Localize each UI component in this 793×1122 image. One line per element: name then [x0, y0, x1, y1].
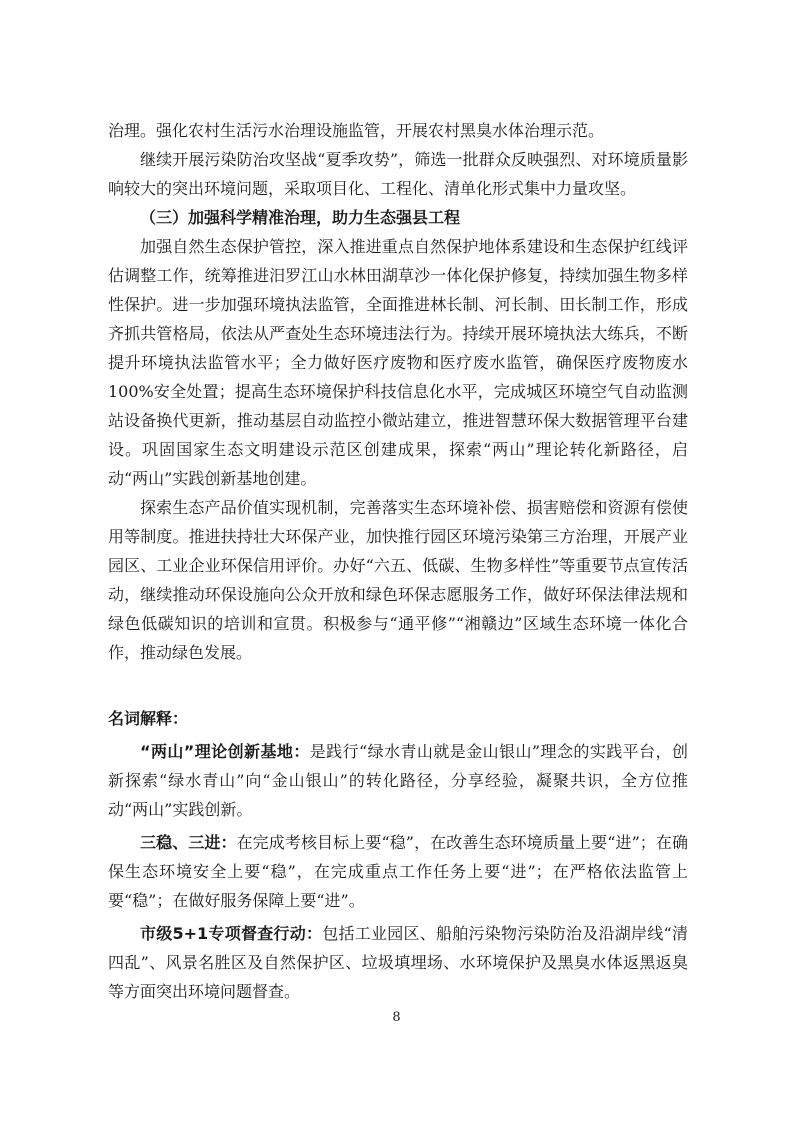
- glossary-item: [108, 919, 688, 1006]
- glossary-title: 名词解释：: [108, 709, 189, 728]
- glossary-term: 市级5+1专项督查行动：: [140, 924, 323, 943]
- paragraph-continuation: 治理。强化农村生活污水治理设施监管，开展农村黑臭水体治理示范。: [108, 121, 605, 140]
- glossary-item: [108, 828, 688, 915]
- page-number: 8: [392, 1010, 401, 1025]
- glossary-item: [108, 737, 688, 824]
- paragraph-ecological-protection: 加强自然生态保护管控，深入推进重点自然保护地体系建设和生态保护红线评估调整工作，统筹推进汨罗江山水林田湖草沙一体化保护修复，持续加强生物多样性保护。进一步加强环境执法监管，全面推进林长制、河长制、田长制工作，形成齐抓共管格局，依法从严查处生态环境违法行为。持续开展环境执法大练兵，不断提升环境执法监管水平；全力做好医疗废物和医疗废水监管，确保医疗废物废水100%安全处置；提高生态环境保护科技信息化水平，完成城区环境空气自动监测站设备换代更新，推动基层自动监控小微站建立，推进智慧环保大数据管理平台建设。巩固国家生态文明建设示范区创建成果，探索“两山”理论转化新路径，启动“两山”实践创新基地创建。: [108, 237, 688, 488]
- section-heading: （三）加强科学精准治理，助力生态强县工程: [140, 208, 461, 227]
- paragraph-summer-campaign: 继续开展污染防治攻坚战“夏季攻势”，筛选一批群众反映强烈、对环境质量影响较大的突出环境问题，采取项目化、工程化、清单化形式集中力量攻坚。: [108, 150, 688, 198]
- glossary-term: 三稳、三进：: [140, 833, 237, 852]
- spacer: [108, 667, 688, 696]
- glossary-definition: 包括工业园区、船舶污染物污染防治及沿湖岸线“清四乱”、风景名胜区及自然保护区、垃圾填埋场、水环境保护及黑臭水体返黑返臭等方面突出环境问题督查。: [108, 924, 688, 1001]
- glossary-definition: 是践行“绿水青山就是金山银山”理念的实践平台，创新探索“绿水青山”向“金山银山”的转化路径，分享经验，凝聚共识，全方位推动“两山”实践创新。: [108, 742, 688, 819]
- glossary-term: “两山”理论创新基地：: [140, 742, 310, 761]
- glossary-definition: 在完成考核目标上要“稳”，在改善生态环境质量上要“进”；在确保生态环境安全上要“稳”，在完成重点工作任务上要“进”；在严格依法监管上要“稳”；在做好服务保障上要“进”。: [108, 833, 688, 910]
- document-body: [108, 116, 688, 1006]
- paragraph-ecological-value: 探索生态产品价值实现机制，完善落实生态环境补偿、损害赔偿和资源有偿使用等制度。推进扶持壮大环保产业，加快推行园区环境污染第三方治理，开展产业园区、工业企业环保信用评价。办好“六五、低碳、生物多样性”等重要节点宣传活动，继续推动环保设施向公众开放和绿色环保志愿服务工作，做好环保法律法规和绿色低碳知识的培训和宣贯。积极参与“通平修”“湘赣边”区域生态环境一体化合作，推动绿色发展。: [108, 498, 688, 662]
